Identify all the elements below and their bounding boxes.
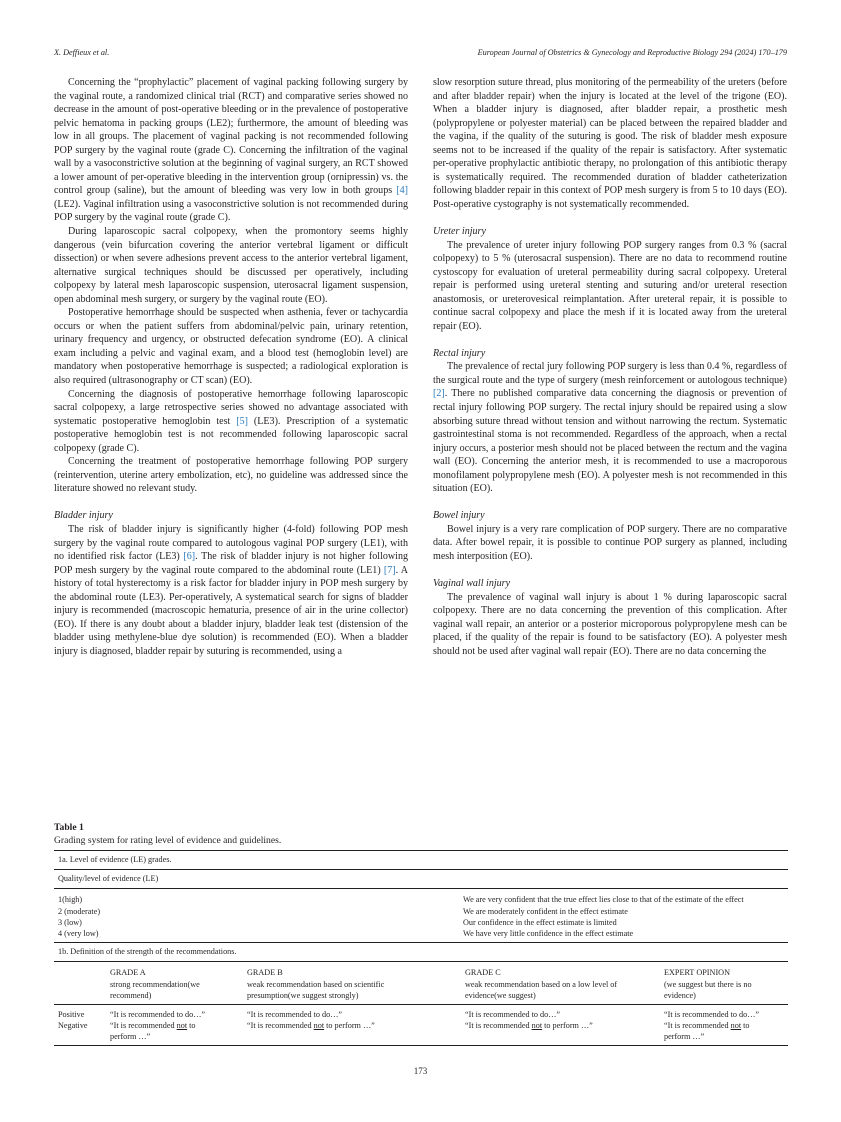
citation-link[interactable]: [7]	[383, 564, 396, 576]
running-header-authors: X. Deffieux et al.	[54, 48, 110, 57]
right-column	[433, 76, 787, 658]
page-number: 173	[413, 1066, 428, 1076]
citation-link[interactable]: [2]	[433, 388, 445, 400]
paragraph: Concerning the diagnosis of postoperative hemorrhage following laparoscopic sacral colpopexy, a large retrospective series showed no advantage associated with systematic postoperative hemoglobin test [5] (LE3). Prescription of a systematic postoperative hemoglobin test is not recommended following laparoscopic sacral colpopexy (grade C).	[54, 388, 408, 454]
table-row: GRADE A strong recommendation(we recommend) GRADE B weak recommendation based on scientific presumption(we suggest strongly) GRADE C weak recommendation based on a low level of evidence(we suggest) EXPERT OPINION (we suggest but there is no evidence)	[54, 962, 788, 1005]
table-caption: Grading system for rating level of evidence and guidelines.	[54, 835, 282, 846]
paragraph: slow resorption suture thread, plus monitoring of the permeability of the ureters (before and after bladder repair) when the injury is located at the level of the trigone (EO). When a bladder injury is diagnosed, after bladder repair, a prosthetic mesh (polypropylene or polyester material) can be placed between the repaired bladder and the vagina, if the quality of the suturing is good. The risk of bladder mesh exposure seems not to be increased if the quality of the repair is satisfactory. After systematic per-operative prophylactic antibiotic therapy, no prolongation of this antibiotic therapy is systematically required. The recommended duration of bladder catheterization following bladder repair in this context of POP mesh surgery is from 5 to 10 days (EO). Post-operative cystography is not systematically recommended.	[433, 77, 787, 210]
paragraph: Concerning the treatment of postoperative hemorrhage following POP surgery (reintervention, uterine artery embolization, etc), no guideline was addressed since the literature showed no relevant study.	[54, 456, 408, 495]
table-row: 1a. Level of evidence (LE) grades.	[54, 851, 788, 870]
section-heading-vaginal-wall: Vaginal wall injury	[433, 578, 511, 590]
table-title: Table 1	[54, 822, 84, 833]
section-heading-bladder: Bladder injury	[54, 510, 113, 522]
citation-link[interactable]: [4]	[396, 185, 408, 197]
paragraph: Bowel injury is a very rare complication of POP surgery. There are no comparative data. After bowel repair, it is possible to continue POP surgery as planned, including mesh interposition (EO).	[433, 523, 787, 562]
running-header-journal: European Journal of Obstetrics & Gynecology and Reproductive Biology 294 (2024) 170–179	[477, 48, 787, 57]
paragraph: The prevalence of ureter injury following POP surgery ranges from 0.3 % (sacral colpopexy) to 5 % (uterosacral suspension). There are no data to recommend routine cystoscopy for evaluation of ureteral permeability during sacral colpopexy. Ureteral repair is performed using ureteral stenting and suturing and/or ureteral resection anastomosis, or ureterovesical reimplantation. After ureteral repair, it is possible to continue sacral colpopexy and place the mesh if it is located away from the ureteral repair (EO).	[433, 239, 787, 332]
paragraph: Concerning the “prophylactic” placement of vaginal packing following surgery by the vaginal route, a randomized clinical trial (RCT) and comparative series showed no decrease in the amount of post-operative bleeding or in the prevalence of postoperative pelvic hematoma in packing groups (LE2); furthermore, the amount of bleeding was low in all groups. The placement of vaginal packing is not recommended following POP surgery by the vaginal route (grade C). Concerning the infiltration of the vaginal wall by a vasoconstrictive solution at the beginning of vaginal surgery, an RCT showed a lower amount of per-operative bleeding in the intervention group (ornipressin) vs. the control group (saline), but the amount of bleeding was very low in both groups [4] (LE2). Vaginal infiltration using a vasoconstrictive solution is not recommended during POP surgery by the vaginal route (grade C).	[54, 77, 408, 224]
table-1	[54, 822, 788, 1046]
section-heading-ureter: Ureter injury	[433, 225, 486, 237]
paragraph: The prevalence of vaginal wall injury is about 1 % during laparoscopic sacral colpopexy. There are no data concerning the prevention of this complication. After vaginal wall repair, an anterior or a posterior microporous polypropylene mesh can be placed, if the quality of the repair is found to be satisfactory (EO). A polyester mesh should not be used after vaginal wall repair (EO). There are no data concerning the	[433, 591, 787, 657]
table-row: 1(high) 2 (moderate) 3 (low) 4 (very low) We are very confident that the true effect lies close to that of the estimate of the effect We are moderately confident in the effect estimate Our confidence in the effect estimate is limited We have very little confidence in the effect estimate	[58, 895, 744, 939]
table-row: 1b. Definition of the strength of the recommendations.	[54, 943, 788, 962]
left-column	[54, 76, 408, 658]
paragraph: The prevalence of rectal jury following POP surgery is less than 0.4 %, regardless of the surgical route and the type of surgery (mesh reinforcement or autologous technique) [2]. There no published comparative data concerning the diagnosis or prevention of rectal injury following POP surgery. The rectal injury should be repaired using a slow absorbing suture thread without tension and without narrowing the rectum. Systematic gastrointestinal stoma is not recommended. Regardless of the approach, when a rectal injury occurs, a posterior mesh should not be placed between the rectum and the vagina wall (EO). Concerning the anterior mesh, it is recommended to use a macroporous monofilament polypropylene mesh (EO). A polyester mesh is not recommended in this situation (EO).	[433, 361, 787, 495]
citation-link[interactable]: [5]	[236, 415, 248, 427]
citation-link[interactable]: [6]	[183, 551, 196, 563]
grading-table	[54, 850, 788, 1046]
paragraph: The risk of bladder injury is significantly higher (4-fold) following POP mesh surgery by the vaginal route compared to autologous vaginal POP surgery (LE1), with no identified risk factor (LE3) [6]. The risk of bladder injury is not higher following POP mesh surgery by the vaginal route compared to the abdominal route (LE1) [7]. A history of total hysterectomy is a risk factor for bladder injury in POP mesh surgery by the abdominal route (LE3). Per-operatively, A systematical search for signs of bladder injury is recommended (macroscopic hematuria, presence of air in the urine collector) (EO). If there is any doubt about a bladder injury, bladder leak test (distension of the bladder using methylene-blue dye solution) is recommended (EO). When a bladder injury is diagnosed, bladder repair by suturing is recommended, using a	[54, 524, 409, 657]
section-heading-rectal: Rectal injury	[433, 347, 486, 359]
paragraph: Postoperative hemorrhage should be suspected when asthenia, fever or tachycardia occurs or when the patient suffers from abdominal/pelvic pain, urinary retention, urinary frequency and urgency, or obstructed defecation syndrome (EO). A clinical exam including a pelvic and vaginal exam, and a blood test (hemoglobin level) are mandatory when postoperative hemorrhage is suspected; a radiological exploration is also required (ultrasonography or CT scan) (EO).	[54, 307, 408, 387]
table-row: Quality/level of evidence (LE)	[54, 870, 788, 889]
section-heading-bowel: Bowel injury	[433, 510, 485, 522]
table-row: Positive Negative “It is recommended to do…” “It is recommended not to perform …” “It is recommended to do…” “It is recommended not to perform …” “It is recommended to do…” “It is recommended not to perform …” “It is recommended to do…” “It is recommended not to perform …”	[54, 1005, 788, 1046]
paragraph: During laparoscopic sacral colpopexy, when the promontory seems highly dangerous (vein bifurcation covering the anterior vertebral ligament or difficult dissection) or when severe adhesions prevent access to the anterior vertebral ligament, alternative surgical techniques should be discussed per operatively, including colpopexy by lateral mesh laparoscopic suspension, uterosacral ligament suspension, open abdominal mesh surgery, or surgery by the vaginal route (EO).	[54, 226, 408, 305]
